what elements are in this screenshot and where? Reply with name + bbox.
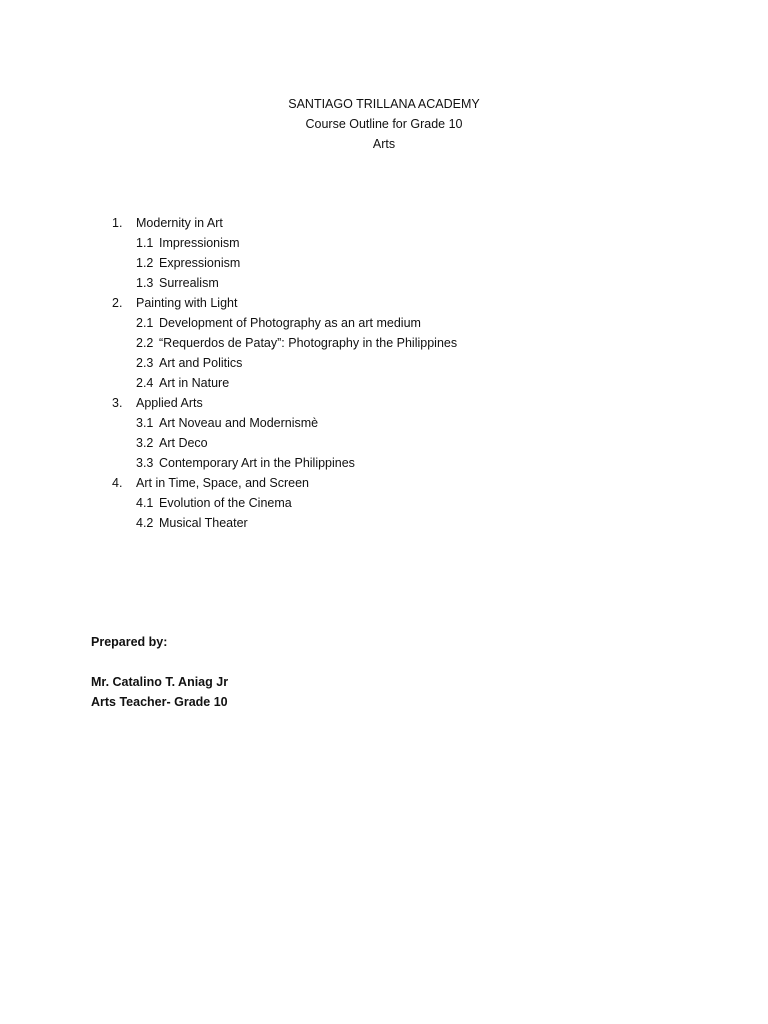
subtopic-title: Surrealism bbox=[159, 276, 219, 290]
topic-number: 4. bbox=[112, 476, 123, 490]
subtopic-title: Evolution of the Cinema bbox=[159, 496, 292, 510]
outline-subtopic bbox=[112, 333, 672, 353]
subtopic-number: 3.1 bbox=[136, 416, 154, 430]
subtopic-number: 4.2 bbox=[136, 516, 154, 530]
outline-topic bbox=[112, 393, 672, 413]
subtopic-title: Art and Politics bbox=[159, 356, 243, 370]
subtopic-title: Art in Nature bbox=[159, 376, 230, 390]
subtopic-number: 4.1 bbox=[136, 496, 154, 510]
subtopic-number: 1.1 bbox=[136, 236, 154, 250]
course-title: Course Outline for Grade 10 bbox=[305, 117, 463, 131]
subtopic-number: 2.1 bbox=[136, 316, 154, 330]
subtopic-number: 2.4 bbox=[136, 376, 154, 390]
outline-subtopic bbox=[112, 433, 672, 453]
signature-block bbox=[91, 672, 228, 712]
outline-subtopic bbox=[112, 233, 672, 253]
subtopic-title: Expressionism bbox=[159, 256, 241, 270]
outline-subtopic bbox=[112, 253, 672, 273]
topic-title: Applied Arts bbox=[136, 396, 203, 410]
subtopic-title: Art Noveau and Modernismè bbox=[159, 416, 319, 430]
teacher-name: Mr. Catalino T. Aniag Jr bbox=[91, 675, 229, 689]
subtopic-title: Impressionism bbox=[159, 236, 240, 250]
topic-number: 2. bbox=[112, 296, 123, 310]
outline-topic bbox=[112, 293, 672, 313]
outline-subtopic bbox=[112, 353, 672, 373]
subject-title: Arts bbox=[372, 137, 396, 151]
outline-subtopic bbox=[112, 453, 672, 473]
topic-title: Art in Time, Space, and Screen bbox=[136, 476, 310, 490]
prepared-by-label: Prepared by: bbox=[91, 635, 168, 649]
outline-subtopic bbox=[112, 273, 672, 293]
subtopic-title: Contemporary Art in the Philippines bbox=[159, 456, 355, 470]
document-header bbox=[0, 94, 768, 154]
topic-title: Modernity in Art bbox=[136, 216, 223, 230]
school-name: SANTIAGO TRILLANA ACADEMY bbox=[288, 97, 480, 111]
outline-subtopic bbox=[112, 313, 672, 333]
subtopic-number: 1.3 bbox=[136, 276, 154, 290]
outline-topic bbox=[112, 213, 672, 233]
course-outline bbox=[112, 213, 672, 533]
topic-number: 3. bbox=[112, 396, 123, 410]
outline-subtopic bbox=[112, 513, 672, 533]
subtopic-title: Musical Theater bbox=[159, 516, 248, 530]
outline-subtopic bbox=[112, 373, 672, 393]
topic-title: Painting with Light bbox=[136, 296, 238, 310]
subtopic-title: Development of Photography as an art medium bbox=[159, 316, 421, 330]
outline-subtopic bbox=[112, 413, 672, 433]
outline-subtopic bbox=[112, 493, 672, 513]
subtopic-number: 2.3 bbox=[136, 356, 154, 370]
subtopic-number: 3.3 bbox=[136, 456, 154, 470]
subtopic-number: 1.2 bbox=[136, 256, 154, 270]
subtopic-number: 2.2 bbox=[136, 336, 154, 350]
topic-number: 1. bbox=[112, 216, 123, 230]
subtopic-title: “Requerdos de Patay”: Photography in the Philippines bbox=[159, 336, 458, 350]
subtopic-title: Art Deco bbox=[159, 436, 208, 450]
teacher-role: Arts Teacher- Grade 10 bbox=[91, 695, 228, 709]
outline-topic bbox=[112, 473, 672, 493]
subtopic-number: 3.2 bbox=[136, 436, 154, 450]
